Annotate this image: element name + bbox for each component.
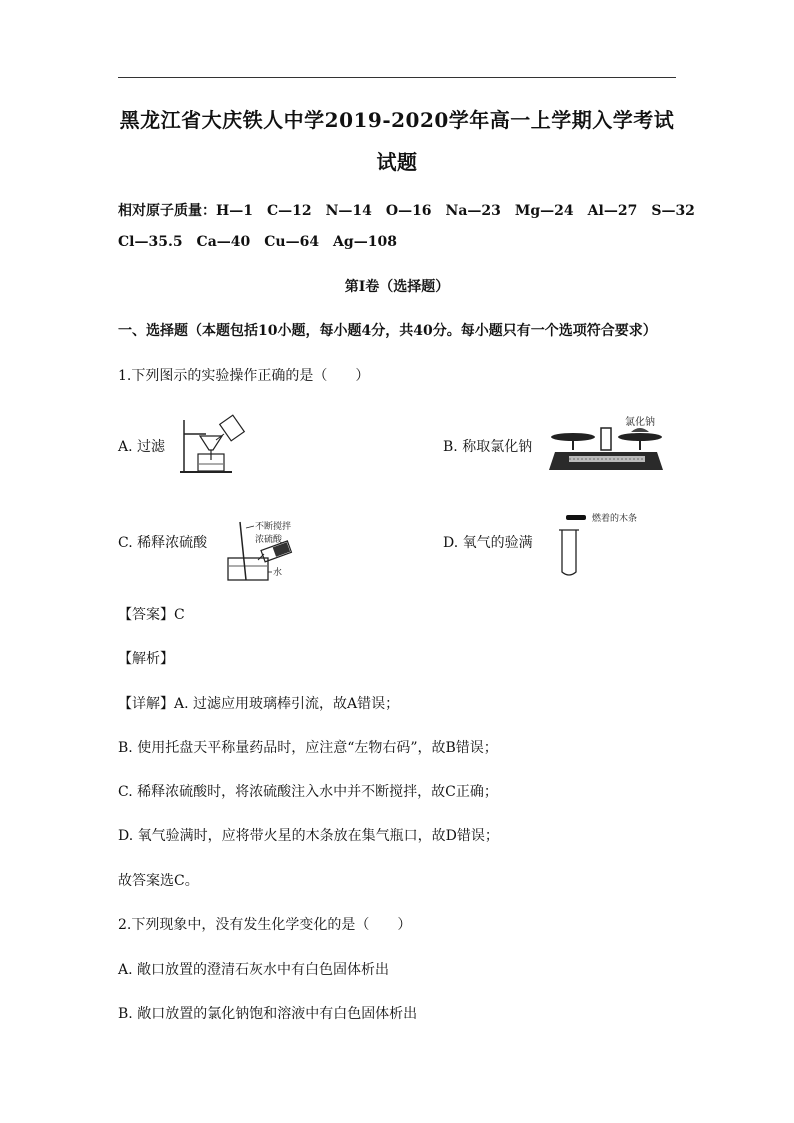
q1-conclusion: 故答案选C。 (118, 873, 199, 889)
q1-answer: 【答案】C (118, 607, 185, 623)
page-title-line2: 试题 (376, 150, 418, 174)
balance-figure (545, 412, 670, 478)
q1-detail-b: B. 使用托盘天平称量药品时，应注意“左物右码”，故B错误； (118, 740, 498, 756)
q1-detail-c: C. 稀释浓硫酸时，将浓硫酸注入水中并不断搅拌，故C正确； (118, 784, 498, 800)
q1-detail-a: 【详解】A. 过滤应用玻璃棒引流，故A错误； (118, 696, 400, 712)
atomic-mass-line1: 相对原子质量：H—1 C—12 N—14 O—16 Na—23 Mg—24 Al—27 S—32 (118, 203, 695, 219)
q1-option-d-label: D. 氧气的验满 (443, 535, 533, 551)
q1-option-c-label: C. 稀释浓硫酸 (118, 535, 208, 551)
q2-option-a: A. 敞口放置的澄清石灰水中有白色固体析出 (118, 962, 390, 978)
acid-label: 浓硫酸 (255, 535, 283, 545)
gas-bottle-figure (556, 508, 686, 580)
page-title-line1: 黑龙江省大庆铁人中学2019-2020学年高一上学期入学考试 (119, 108, 675, 132)
stir-label: 不断搅拌 (255, 522, 292, 532)
filtration-figure (180, 414, 250, 476)
splint-label: 燃着的木条 (592, 514, 638, 524)
q1-analysis-heading: 【解析】 (118, 651, 174, 667)
q2-option-b: B. 敞口放置的氯化钠饱和溶液中有白色固体析出 (118, 1006, 418, 1022)
q1-stem: 1.下列图示的实验操作正确的是（ ） (118, 368, 370, 384)
part-title: 第Ⅰ卷（选择题） (344, 279, 450, 295)
header-rule (118, 77, 676, 78)
section-heading: 一、选择题（本题包括10小题，每小题4分，共40分。每小题只有一个选项符合要求） (118, 323, 657, 339)
q2-stem: 2.下列现象中，没有发生化学变化的是（ ） (118, 917, 412, 933)
atomic-mass-line2: Cl—35.5 Ca—40 Cu—64 Ag—108 (118, 234, 397, 250)
balance-label: 氯化钠 (625, 417, 655, 428)
water-label: 水 (273, 568, 283, 578)
q1-option-b-label: B. 称取氯化钠 (443, 439, 533, 455)
dilution-figure (222, 518, 312, 582)
q1-detail-d: D. 氧气验满时，应将带火星的木条放在集气瓶口，故D错误； (118, 828, 499, 844)
q1-option-a-label: A. 过滤 (118, 439, 166, 455)
